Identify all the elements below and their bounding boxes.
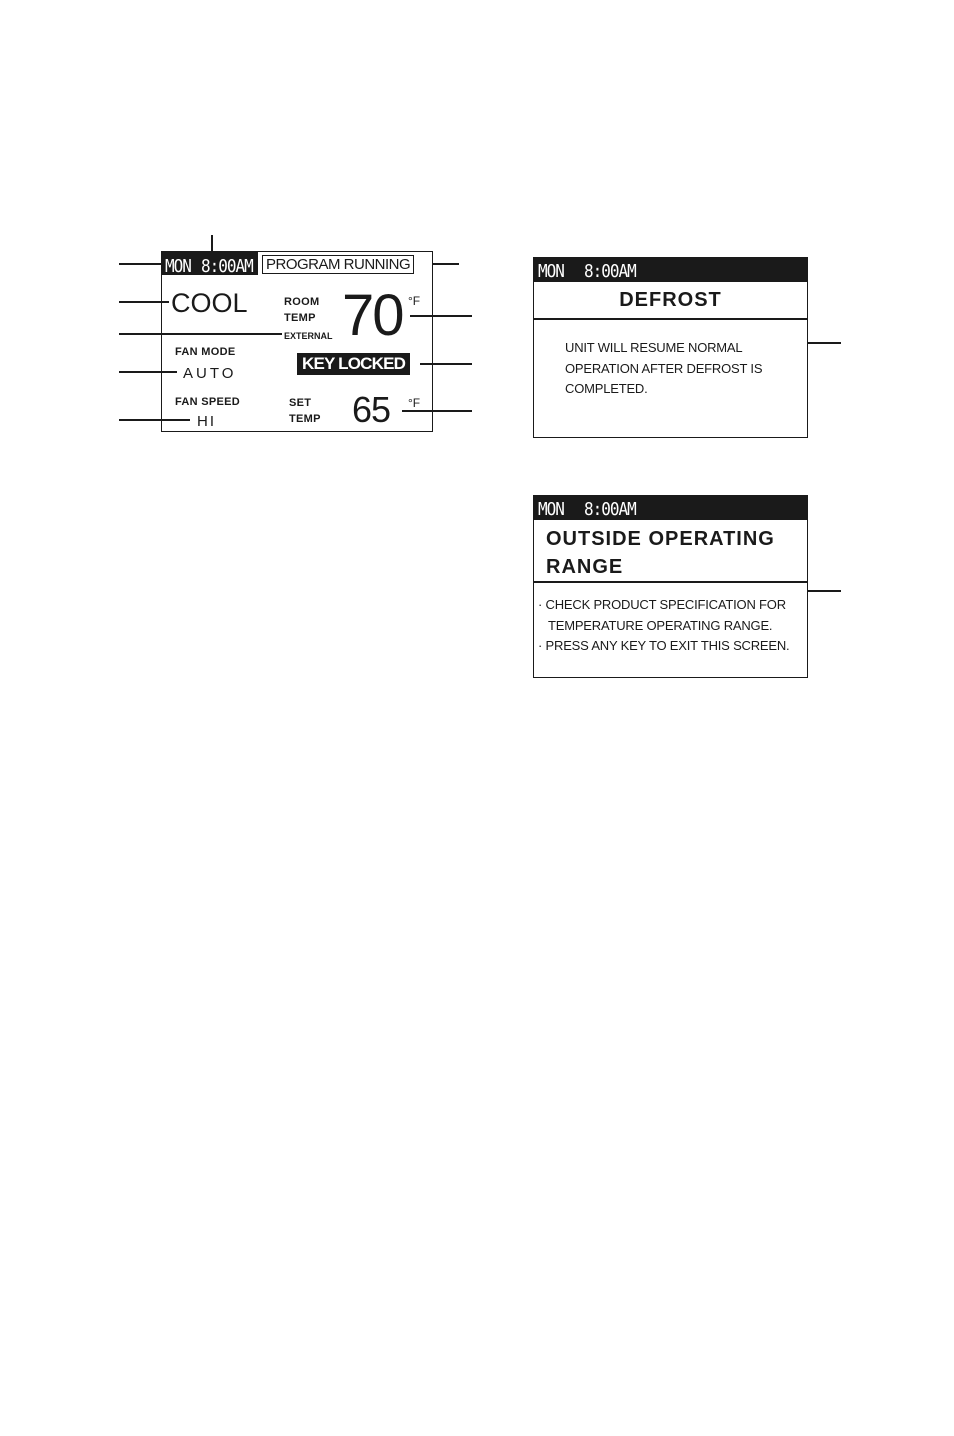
defrost-day: MON — [538, 260, 564, 282]
defrost-message-line: OPERATION AFTER DEFROST IS — [565, 360, 763, 376]
range-bullet-continuation — [538, 616, 789, 637]
range-time: 8:00AM — [584, 498, 636, 520]
defrost-header-bar — [534, 258, 807, 282]
room-temp-label-line2: TEMP — [284, 312, 316, 324]
main-display — [161, 251, 433, 432]
set-temp-label-line1: SET — [289, 397, 312, 409]
defrost-message-line: UNIT WILL RESUME NORMAL — [565, 340, 743, 355]
defrost-divider — [534, 318, 807, 320]
range-bullet-text: TEMPERATURE OPERATING RANGE. — [548, 617, 773, 633]
room-temp-label-line1: ROOM — [284, 296, 320, 308]
range-title-line: RANGE — [546, 556, 624, 578]
range-divider — [534, 581, 807, 583]
room-temp-label — [284, 294, 319, 326]
range-title — [546, 525, 775, 581]
range-header-bar — [534, 496, 807, 520]
callout-line-range — [807, 590, 841, 592]
fan-mode-label: FAN MODE — [175, 346, 236, 358]
set-temp-label-line2: TEMP — [289, 413, 321, 425]
set-temp-value: 65 — [352, 389, 391, 430]
range-title-line: OUTSIDE OPERATING — [546, 528, 775, 550]
program-status: PROGRAM RUNNING — [262, 255, 414, 274]
mode-value: COOL — [171, 288, 248, 318]
range-bullet-text: CHECK PRODUCT SPECIFICATION FOR — [545, 597, 786, 612]
callout-line-time — [211, 235, 213, 252]
callout-line-program — [433, 263, 459, 265]
day-label: MON — [165, 255, 191, 277]
fan-speed-label: FAN SPEED — [175, 396, 241, 408]
set-temp-unit: °F — [408, 396, 421, 410]
time-label: 8:00AM — [201, 255, 253, 277]
key-locked-badge: KEY LOCKED — [297, 353, 410, 375]
defrost-display — [533, 257, 808, 438]
set-temp-label — [289, 395, 321, 427]
callout-line-day — [119, 263, 161, 265]
external-label: EXTERNAL — [284, 331, 333, 341]
range-bullet: · CHECK PRODUCT SPECIFICATION FOR — [538, 597, 786, 612]
room-temp-unit: °F — [408, 294, 421, 308]
range-day: MON — [538, 498, 564, 520]
fan-mode-value: AUTO — [183, 365, 237, 382]
operating-range-display — [533, 495, 808, 678]
defrost-message — [565, 338, 762, 400]
range-bullet-text: PRESS ANY KEY TO EXIT THIS SCREEN. — [545, 638, 790, 653]
fan-speed-value: HI — [197, 413, 216, 430]
range-bullet: · PRESS ANY KEY TO EXIT THIS SCREEN. — [538, 638, 790, 653]
room-temp-value: 70 — [342, 283, 403, 348]
callout-line-defrost — [807, 342, 841, 344]
range-message — [538, 595, 789, 657]
defrost-time: 8:00AM — [584, 260, 636, 282]
defrost-message-line: COMPLETED. — [565, 381, 648, 396]
defrost-title: DEFROST — [619, 289, 722, 311]
